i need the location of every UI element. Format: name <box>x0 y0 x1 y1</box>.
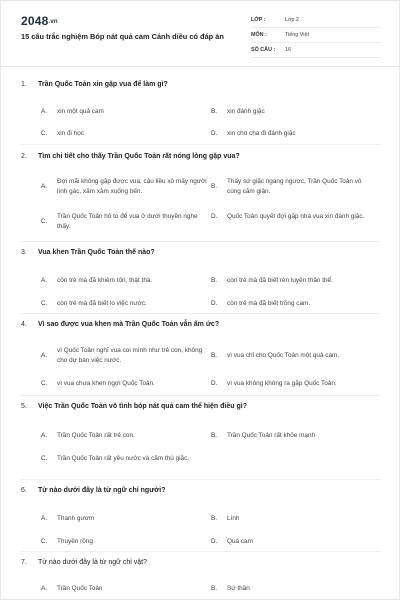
option-text: vì vua không không ra gặp Quốc Toản. <box>227 380 337 387</box>
logo-text: 2048 <box>21 14 49 28</box>
option-letter: A. <box>41 432 48 439</box>
option-letter: C. <box>41 217 48 225</box>
option-text: Trần Quốc Toản rất trẻ con. <box>57 432 135 439</box>
divider <box>21 241 381 242</box>
question-7 <box>21 559 381 596</box>
question-6 <box>21 487 381 544</box>
option-letter: B. <box>211 515 218 522</box>
option-a[interactable] <box>41 584 207 594</box>
option-letter: B. <box>211 585 218 592</box>
question-title <box>21 321 381 328</box>
option-letter: B. <box>211 277 218 284</box>
option-c[interactable] <box>41 379 207 389</box>
option-text: còn trẻ mà đã biết rèn luyện thân thể. <box>227 277 333 284</box>
option-letter: D. <box>211 380 218 387</box>
question-text: Việc Trần Quốc Toản vô tình bóp nát quả cam thể hiện điều gì? <box>38 403 247 410</box>
option-text: Thấy sứ giặc ngang ngược, Trần Quốc Toản vô cùng căm giận. <box>227 178 362 195</box>
option-text: còn trẻ mà đã biết lo việc nước. <box>57 300 147 307</box>
option-text: Trần Quốc Toản rất khỏe mạnh <box>227 432 316 439</box>
meta-value: Lớp 2 <box>285 17 300 23</box>
question-number: 5. <box>21 403 27 410</box>
option-text: xin một quả cam <box>57 108 104 115</box>
divider <box>21 313 381 314</box>
question-number: 6. <box>21 487 27 494</box>
question-number: 2. <box>21 153 27 160</box>
divider <box>21 551 381 552</box>
meta-row-subject <box>251 28 381 43</box>
option-letter: B. <box>211 352 218 359</box>
option-c[interactable] <box>41 212 207 231</box>
option-letter: A. <box>41 277 48 284</box>
option-d[interactable] <box>211 299 377 309</box>
option-text: Đợi mãi không gặp được vua, cậu liều xô mấy người lính gác, xăm xăm xuống bến. <box>57 178 207 195</box>
option-letter: D. <box>211 213 218 220</box>
meta-row-count <box>251 43 381 58</box>
option-c[interactable] <box>41 454 207 464</box>
question-text: Vì sao được vua khen mà Trần Quốc Toản vẫn ấm ức? <box>38 321 220 328</box>
meta-value: 16 <box>285 47 291 53</box>
option-b[interactable] <box>211 351 377 361</box>
question-3 <box>21 249 381 307</box>
option-letter: A. <box>41 108 48 115</box>
question-text: Tìm chi tiết cho thấy Trần Quốc Toản rất nóng lòng gặp vua? <box>38 153 240 160</box>
option-text: còn trẻ mà đã biết trồng cam. <box>227 300 311 307</box>
option-text: xin đánh giặc <box>227 108 265 115</box>
question-title <box>21 559 381 566</box>
option-text: Quốc Toản quyết đợi gặp nhà vua xin đánh giặc. <box>227 213 365 220</box>
option-text: Thuyền rồng <box>57 538 93 545</box>
option-text: còn trẻ mà đã khiêm tốn, thật thà. <box>57 277 153 284</box>
header <box>1 1 399 67</box>
meta-table <box>251 13 381 58</box>
option-c[interactable] <box>41 537 207 547</box>
option-letter: C. <box>41 300 48 307</box>
option-letter: C. <box>41 538 48 545</box>
divider <box>21 395 381 396</box>
option-d[interactable] <box>211 379 377 389</box>
option-letter: D. <box>211 300 218 307</box>
option-letter: C. <box>41 130 48 137</box>
question-number: 7. <box>21 559 27 566</box>
option-letter: C. <box>41 380 48 387</box>
option-letter: A. <box>41 351 48 359</box>
option-b[interactable] <box>211 584 377 594</box>
question-text: Từ nào dưới đây là từ ngữ chỉ vật? <box>38 559 147 566</box>
question-title <box>21 487 381 494</box>
divider <box>21 479 381 480</box>
option-text: Thanh gươm <box>57 515 95 522</box>
question-number: 1. <box>21 81 27 88</box>
option-text: xin đi học <box>57 130 84 137</box>
option-b[interactable] <box>211 431 377 441</box>
option-letter: B. <box>211 182 218 190</box>
question-title <box>21 403 381 410</box>
option-a[interactable] <box>41 431 207 441</box>
option-c[interactable] <box>41 129 207 139</box>
site-logo[interactable] <box>21 14 58 28</box>
question-number: 4. <box>21 321 27 328</box>
option-letter: B. <box>211 108 218 115</box>
option-c[interactable] <box>41 299 207 309</box>
option-text: vì Quốc Toản nghĩ vua coi mình như trẻ con, không cho dự bàn việc nước. <box>57 347 203 364</box>
question-title <box>21 153 381 160</box>
question-text: Từ nào dưới đây là từ ngữ chỉ người? <box>38 487 166 494</box>
option-letter: C. <box>41 455 48 462</box>
option-text: Trần Quốc Toản rất yêu nước và căm thù giặc. <box>57 455 190 462</box>
option-b[interactable] <box>211 514 377 524</box>
question-text: Vua khen Trần Quốc Toản thế nào? <box>38 249 155 256</box>
option-text: Trần Quốc Toản <box>57 585 103 592</box>
option-text: Quả cam <box>227 538 253 545</box>
option-a[interactable] <box>41 514 207 524</box>
option-letter: D. <box>211 538 218 545</box>
option-letter: A. <box>41 182 48 190</box>
option-text: vì vua chưa khen ngợi Quốc Toản. <box>57 380 155 387</box>
meta-value: Tiếng Việt <box>285 32 309 38</box>
meta-row-grade <box>251 13 381 28</box>
meta-key: LỚP : <box>251 17 266 23</box>
question-5 <box>21 403 381 478</box>
option-text: Lính <box>227 515 240 522</box>
option-b[interactable] <box>211 177 377 196</box>
question-text: Trần Quốc Toản xin gặp vua để làm gì? <box>38 81 168 88</box>
meta-key: SỐ CÂU : <box>251 47 276 53</box>
option-a[interactable] <box>41 107 207 117</box>
option-d[interactable] <box>211 129 377 139</box>
option-d[interactable] <box>211 537 377 547</box>
option-b[interactable] <box>211 107 377 117</box>
question-title <box>21 81 381 88</box>
option-a[interactable] <box>41 177 207 196</box>
option-letter: B. <box>211 432 218 439</box>
option-text: vì vua chỉ cho Quốc Toản một quả cam. <box>227 352 340 359</box>
option-d[interactable] <box>211 212 377 222</box>
option-letter: A. <box>41 515 48 522</box>
option-text: Sứ thần <box>227 585 250 592</box>
option-text: xin cho cha đi đánh giặc <box>227 130 296 137</box>
option-a[interactable] <box>41 346 207 365</box>
logo-suffix: .vn <box>48 18 58 25</box>
divider <box>21 144 381 145</box>
option-text: Trần Quốc Toản hỏ to để vua ở dưới thuyền nghe thấy. <box>57 213 198 230</box>
page-title: 15 câu trắc nghiệm Bóp nát quả cam Cánh diều có đáp án <box>21 32 224 41</box>
option-a[interactable] <box>41 276 207 286</box>
question-number: 3. <box>21 249 27 256</box>
option-letter: A. <box>41 585 48 592</box>
question-1 <box>21 81 381 137</box>
question-2 <box>21 153 381 240</box>
question-title <box>21 249 381 256</box>
option-letter: D. <box>211 130 218 137</box>
meta-key: MÔN : <box>251 32 267 38</box>
option-b[interactable] <box>211 276 377 286</box>
question-4 <box>21 321 381 388</box>
